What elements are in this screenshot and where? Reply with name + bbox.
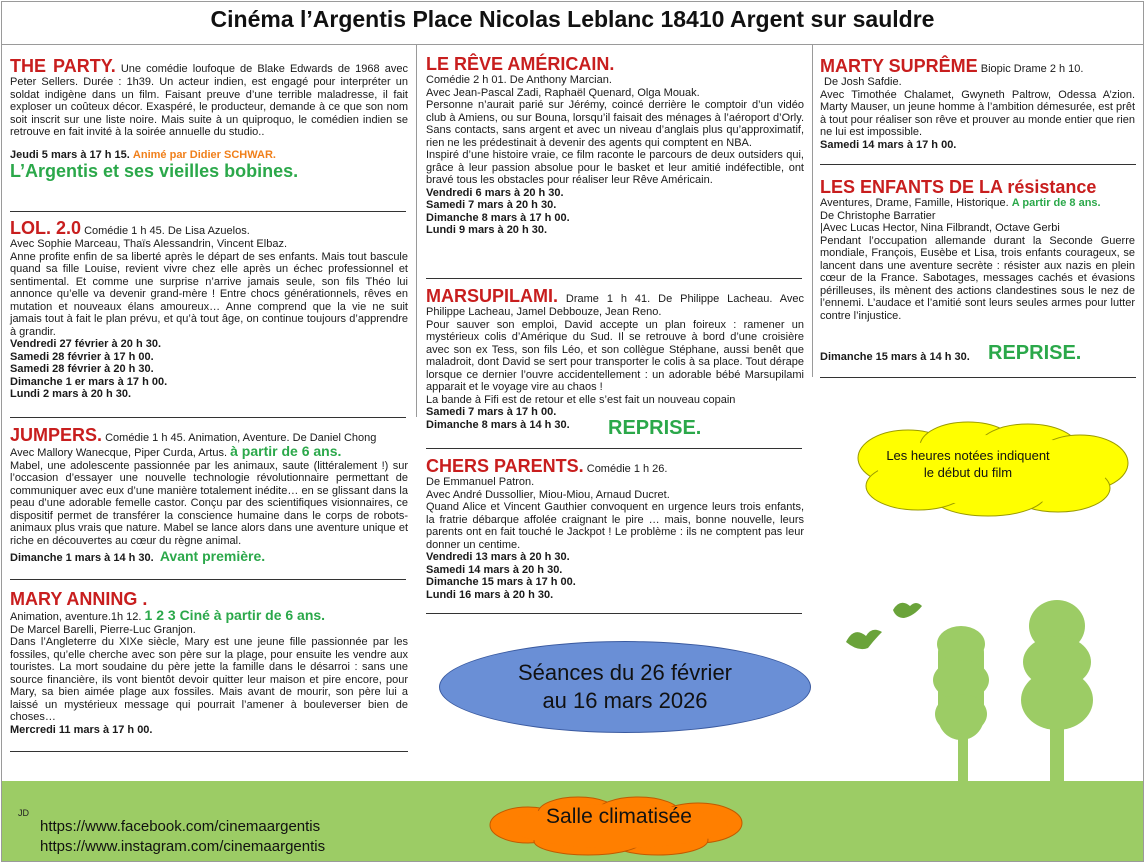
film-intro: Biopic Drame 2 h 10. — [980, 63, 1084, 75]
showtime: Vendredi 27 février à 20 h 30. — [10, 338, 162, 350]
film-title: CHERS PARENTS. — [426, 456, 584, 476]
showtime: Vendredi 13 mars à 20 h 30. — [426, 551, 570, 563]
age-tag: à partir de 6 ans. — [230, 443, 342, 459]
age-tag: A partir de 8 ans. — [1011, 197, 1101, 209]
column-divider-left — [416, 45, 417, 417]
film-title: JUMPERS. — [10, 425, 103, 445]
animation-note: Animé par Didier SCHWAR. — [132, 148, 276, 161]
salle-climatisee: Salle climatisée — [546, 805, 692, 828]
separator — [820, 377, 1136, 378]
film-intro: Animation, aventure.1h 12. — [10, 611, 142, 623]
separator — [426, 448, 802, 449]
film-cast: Avec Sophie Marceau, Thaïs Alessandrin, Vincent Elbaz. — [10, 238, 287, 250]
showtime: Jeudi 5 mars à 17 h 15. — [10, 148, 130, 161]
showtime: Dimanche 15 mars à 14 h 30. — [820, 351, 970, 363]
showtime: Dimanche 1 mars à 14 h 30. — [10, 552, 154, 564]
showtime: Lundi 16 mars à 20 h 30. — [426, 588, 554, 601]
film-mary-anning — [10, 589, 408, 736]
bird-icon — [846, 603, 922, 649]
column-divider-right — [812, 45, 813, 377]
separator — [10, 751, 408, 752]
film-reve-americain — [426, 54, 804, 237]
cloud-line-2: le début du film — [923, 465, 1013, 480]
special-tag: L’Argentis et ses vieilles bobines. — [10, 161, 299, 181]
film-marty-supreme — [820, 56, 1135, 151]
facebook-link[interactable]: https://www.facebook.com/cinemaargentis — [40, 818, 321, 835]
film-intro: Aventures, Drame, Famille, Historique. — [820, 197, 1009, 209]
reprise-tag: REPRISE. — [988, 342, 1082, 364]
trees-illustration — [838, 596, 1140, 786]
separator — [10, 417, 406, 418]
film-title: MARTY SUPRÊME — [820, 56, 978, 76]
cloud-line-1: Les heures notées indiquent — [886, 448, 1050, 463]
showtime: Dimanche 1 er mars à 17 h 00. — [10, 375, 168, 388]
film-title: LOL. 2.0 — [10, 218, 82, 238]
separator — [820, 164, 1136, 165]
film-director: De Christophe Barratier — [820, 209, 936, 222]
film-title: THE PARTY. — [10, 56, 116, 76]
film-description: avec Peter Sellers. Durée : 1h39. Un acteur indien, est engagé pour interpréter un soldat indigène dans un film. Faisant preuve d’une terrible maladresse, il fait exploser un coûteux décor. Exaspéré, le producteur, demande à ce que son nom soit inscrit sur une liste noire. Mais suite à un quiproquo, le comédien indien se retrouve en fait invité à la soirée annuelle du studio.. — [10, 63, 408, 138]
film-director: De Josh Safdie. — [824, 76, 902, 88]
separator — [426, 278, 802, 279]
separator — [10, 211, 406, 212]
showtime: Samedi 14 mars à 20 h 30. — [426, 563, 563, 576]
film-description-2: La bande à Fifi est de retour et elle s’est fait un nouveau copain — [426, 393, 736, 406]
film-cast: De Marcel Barelli, Pierre-Luc Granjon. — [10, 623, 196, 636]
seances-line-2: au 16 mars 2026 — [542, 688, 708, 713]
film-enfants-resistance — [820, 177, 1135, 322]
film-description: Avec Timothée Chalamet, Gwyneth Paltrow, Odessa A’zion. Marty Mauser, un jeune homme à l’ambition démesurée, est prêt à tout pour réaliser son rêve et prouver au monde entier que rien ne lui est impossible. — [820, 88, 1135, 138]
showtime: Lundi 9 mars à 20 h 30. — [426, 224, 548, 236]
film-lol-2 — [10, 218, 408, 401]
showtime: Vendredi 6 mars à 20 h 30. — [426, 186, 564, 199]
film-chers-parents — [426, 456, 804, 601]
showtime: Samedi 14 mars à 17 h 00. — [820, 138, 957, 151]
film-description: Quand Alice et Vincent Gauthier convoquent en urgence leurs trois enfants, la fratrie débarque affolée craignant le pire … mais, bonne nouvelle, leurs parents ont en fait touché le Jackpot ! Le problème : ils ne comptent pas leur donner un centime. — [426, 501, 804, 551]
showtime: Samedi 7 mars à 17 h 00. — [426, 406, 557, 418]
seances-ellipse — [439, 641, 811, 733]
film-description-2: Inspiré d’une histoire vraie, ce film raconte le parcours de deux outsiders qui, grâce à leur passion absolue pour le basket et leur amitié indéfectible, ont bravé tous les obstacles pour réaliser leur Rêve Américain. — [426, 149, 804, 186]
film-the-party — [10, 56, 408, 181]
showtime: Samedi 28 février à 17 h 00. — [10, 350, 154, 363]
showtime: Dimanche 8 mars à 17 h 00. — [426, 211, 570, 224]
separator — [10, 579, 406, 580]
film-cast: Avec Mallory Wanecque, Piper Curda, Artus. — [10, 447, 228, 459]
showtime: Dimanche 8 mars à 14 h 30. — [426, 418, 570, 431]
film-jumpers — [10, 425, 408, 565]
showtime: Mercredi 11 mars à 17 h 00. — [10, 723, 153, 736]
film-description: Personne n’aurait parié sur Jérémy, coincé derrière le comptoir d’un vidéo club à Amiens, ou sur Bouna, lorsqu’il faisait des ménages à l’aéroport d’Orly. Sans contacts, sans argent et avec un niveau d’anglais plus qu’approximatif, rien ne les prédestinait à devenir des agents qui comptent en NBA. — [426, 99, 804, 149]
film-description: Dans l’Angleterre du XIXe siècle, Mary est une jeune fille passionnée par les fossiles, qu’elle cherche avec son père sur la plage, pour ensuite les vendre aux touristes. La mort soudaine du père jette la famille dans le désarroi : sans une source financière, ils vont bientôt devoir quitter leur maison et pire encore, pour Mary, sa bien aimée plage aux fossiles. Mais avant de mourir, son père lui a laissé un mystérieux message qui pourrait l’amener à bouleverser bien de choses… — [10, 636, 408, 723]
showtime: Samedi 28 février à 20 h 30. — [10, 363, 154, 375]
seances-line-1: Séances du 26 février — [517, 660, 733, 685]
film-description: Pendant l’occupation allemande durant la Seconde Guerre mondiale, François, Eusèbe et Lisa, trois enfants courageux, se lancent dans une aventure secrète : résister aux nazis en plein cœur de la France. Sabotages, messages cachés et évasions périlleuses, ils mènent des actions clandestines sous le nez de l’ennemi. L’audace et l’amitié sont leurs seules armes pour lutter contre l’injustice. — [820, 234, 1135, 322]
film-cast: Avec Jean-Pascal Zadi, Raphaël Quenard, Olga Mouak. — [426, 86, 700, 99]
film-title: LES ENFANTS DE LA résistance — [820, 177, 1097, 197]
cloud-text — [858, 447, 1078, 481]
special-tag: Avant première. — [159, 548, 266, 564]
film-intro: Drame 1 h 41. De Philippe Lacheau. Avec Philippe Lacheau, Jamel Debbouze, Jean Reno. — [426, 293, 804, 318]
film-description: Pour sauver son emploi, David accepte un plan foireux : ramener un mystérieux colis d’Amérique du Sud. Il se retrouve à bord d’une croisière avec son ex Tess, son fils Léo, et son collègue Stéphane, aussi benêt que maladroit, dont David se sert pour transporter le colis à sa place. Tout dérape lorsque ce dernier l’ouvre accidentellement : un adorable bébé Marsupilami apparait et le voyage vire au chaos ! — [426, 318, 804, 393]
special-tag: 1 2 3 Ciné à partir de 6 ans. — [144, 607, 326, 623]
film-intro: Comédie 1 h 45. De Lisa Azuelos. — [84, 225, 250, 237]
showtime: Dimanche 15 mars à 17 h 00. — [426, 576, 576, 588]
film-title: MARY ANNING . — [10, 589, 148, 609]
film-intro: Comédie 1 h 26. — [586, 463, 668, 475]
film-intro: Comédie 1 h 45. Animation, Aventure. De Daniel Chong — [105, 432, 377, 444]
film-cast: |Avec Lucas Hector, Nina Filbrandt, Octave Gerbi — [820, 222, 1060, 234]
film-intro: Une comédie loufoque de Blake Edwards de 1968 — [120, 63, 380, 75]
showtime: Samedi 7 mars à 20 h 30. — [426, 199, 557, 211]
film-director: De Emmanuel Patron. — [426, 476, 535, 488]
film-cast: Avec André Dussollier, Miou-Miou, Arnaud Ducret. — [426, 488, 670, 501]
film-description: Anne profite enfin de sa liberté après le départ de ses enfants. Mais tout bascule quand sa fille Louise, revient vivre chez elle après un échec professionnel et sentimental. Et comme une surprise n’arrive jamais seule, son fils Théo lui annonce qu’elle va devenir grand-mère ! Entre chocs générationnels, rêves en mutation et nouveaux élans amoureux… Anne comprend que la vie ne suit jamais tout à fait le plan prévu, et qu’à tout âge, on continue toujours d’apprendre à grandir. — [10, 250, 408, 338]
page-title: Cinéma l’Argentis Place Nicolas Leblanc 18410 Argent sur sauldre — [210, 6, 935, 32]
film-title: MARSUPILAMI. — [426, 286, 558, 306]
author-initials: JD — [18, 808, 29, 818]
instagram-link[interactable]: https://www.instagram.com/cinemaargentis — [40, 838, 326, 855]
film-title: LE RÊVE AMÉRICAIN. — [426, 54, 615, 74]
header-rule — [2, 44, 1143, 45]
showtime: Lundi 2 mars à 20 h 30. — [10, 388, 132, 400]
film-marsupilami — [426, 286, 804, 431]
film-intro: Comédie 2 h 01. De Anthony Marcian. — [426, 74, 612, 86]
film-description: Mabel, une adolescente passionnée par les animaux, saute (littéralement !) sur l’occasion d’essayer une nouvelle technologie révolutionnaire permettant de communiquer avec eux d’une manière totalement inédite… en se glissant dans la peau d’une adorable femelle castor. Conçu par des scientifiques visionnaires, ce dispositif permet de transférer la conscience humaine dans le corps de robots-animaux plus vrais que nature. Mabel se lance alors dans une aventure unique et riche en découvertes au cœur du règne animal. — [10, 459, 408, 547]
reprise-tag: REPRISE. — [608, 417, 702, 439]
separator — [426, 613, 802, 614]
